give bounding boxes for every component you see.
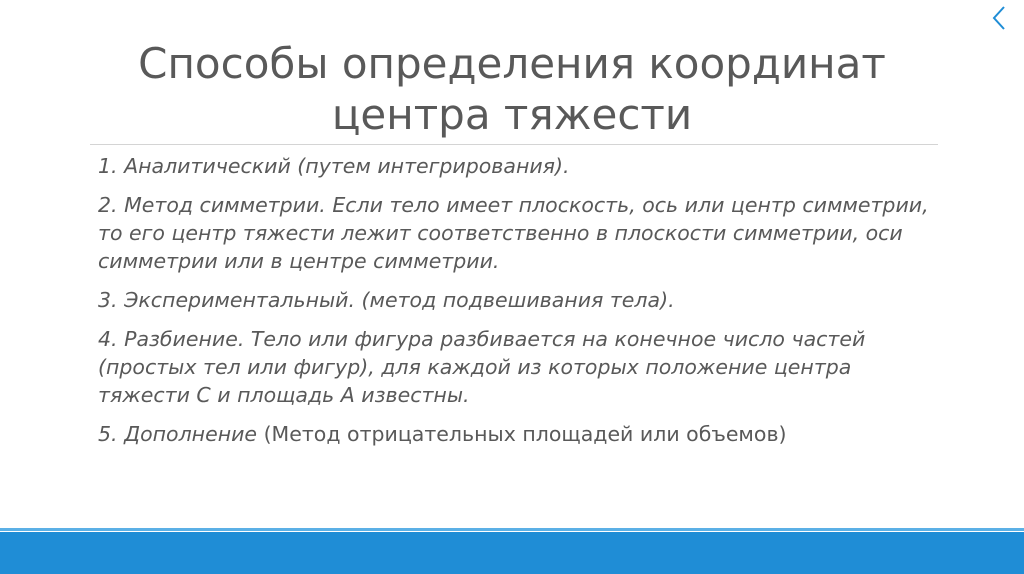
- list-item-5: [98, 420, 948, 448]
- slide-title: [92, 38, 932, 140]
- content-list: [98, 152, 948, 459]
- list-item-5-normal: (Метод отрицательных площадей или объемов): [257, 422, 787, 446]
- chevron-left-icon: [989, 3, 1009, 33]
- list-item-1: 1. Аналитический (путем интегрирования).: [98, 154, 570, 178]
- title-line-1: Способы определения координат: [138, 39, 886, 88]
- list-item-3: 3. Экспериментальный. (метод подвешивания тела).: [98, 288, 675, 312]
- footer-band: [0, 532, 1024, 574]
- list-item-5-italic: 5. Дополнение: [98, 422, 258, 446]
- title-divider: [90, 144, 938, 145]
- list-item-4: 4. Разбиение. Тело или фигура разбивается на конечное число частей (простых тел или фигур), для каждой из которых положение центра тяжести С и площадь А известны.: [98, 327, 866, 407]
- list-item-2: 2. Метод симметрии. Если тело имеет плоскость, ось или центр симметрии, то его центр тяжести лежит соответственно в плоскости симметрии, оси симметрии или в центре симметрии.: [98, 193, 929, 273]
- footer-accent-line: [0, 528, 1024, 531]
- title-line-2: центра тяжести: [331, 90, 693, 139]
